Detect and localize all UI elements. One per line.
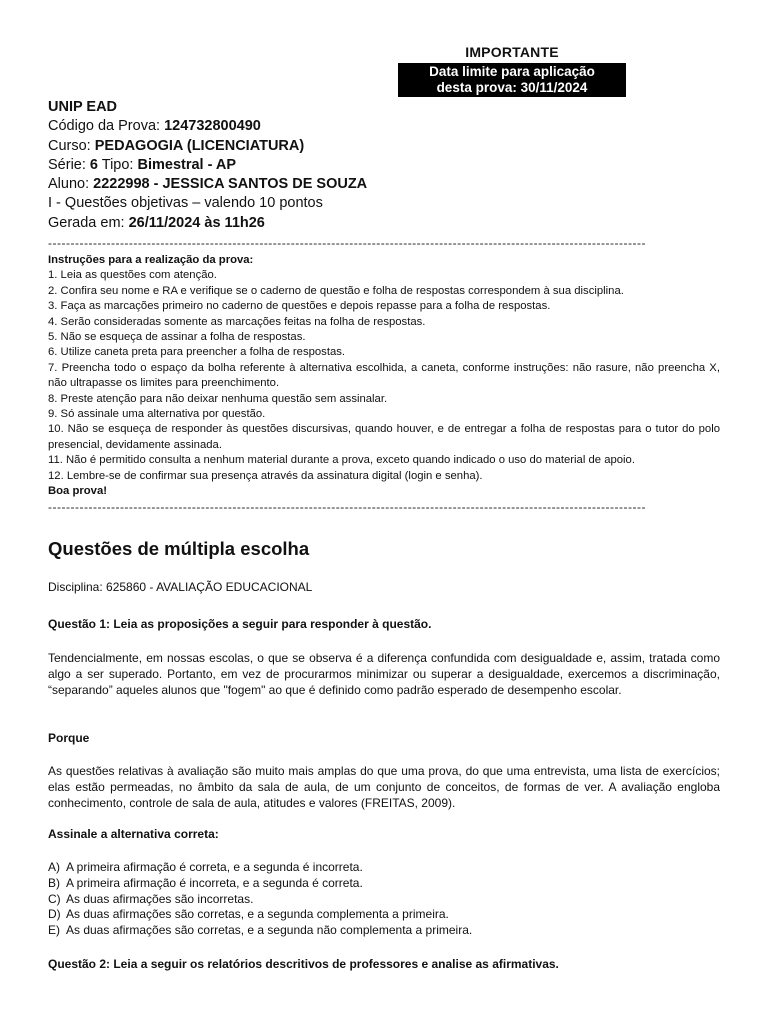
student-line (48, 175, 720, 194)
instruction-item: 6. Utilize caneta preta para preencher a folha de respostas. (48, 346, 346, 359)
instruction-item: 2. Confira seu nome e RA e verifique se o caderno de questão e folha de respostas correspondem à sua disciplina. (48, 284, 624, 297)
exam-code-value: 124732800490 (164, 118, 261, 135)
discipline-line: Disciplina: 625860 - AVALIAÇÃO EDUCACIONAL (48, 580, 313, 594)
generated-value: 26/11/2024 às 11h26 (128, 214, 265, 231)
alternative-letter: A) (48, 860, 60, 874)
question-2-title: Questão 2: Leia a seguir os relatórios descritivos de professores e analise as afirmativas. (48, 957, 559, 971)
series-type-line (48, 156, 720, 175)
alternative-letter: E) (48, 923, 60, 938)
instruction-item: 7. Preencha todo o espaço da bolha referente à alternativa escolhida, a caneta, conforme instruções: não rasure, não preencha X, não ultrapasse os limites para preenchimento. (48, 361, 720, 390)
alternative-text: As duas afirmações são corretas, e a segunda complementa a primeira. (66, 907, 449, 922)
series-value: 6 (89, 156, 98, 173)
exam-code-line (48, 117, 720, 136)
instructions-title: Instruções para a realização da prova: (48, 254, 254, 266)
instruction-item: 1. Leia as questões com atenção. (48, 269, 217, 282)
alternative-b[interactable] (48, 876, 720, 892)
section-title: Questões de múltipla escolha (48, 538, 310, 559)
student-value: 2222998 - JESSICA SANTOS DE SOUZA (93, 176, 368, 193)
porque-label: Porque (48, 731, 90, 745)
deadline-notice (398, 63, 626, 97)
question-1-statement-1: Tendencialmente, em nossas escolas, o que se observa é a diferença confundida com desigualdade e, assim, tratada como algo a ser superado. Portanto, em vez de procurarmos minimizar ou superar a desigualdade, exercemos a discriminação, “separando” aqueles alunos que "fogem" ao que é definido como padrão esperado de desempenho escolar. (48, 651, 720, 698)
question-1-statement-2: As questões relativas à avaliação são muito mais amplas do que uma prova, do que uma entrevista, uma lista de exercícios; elas estão permeadas, no âmbito da sala de aula, de um conjunto de conceitos, de formas de ver. A avaliação engloba conhecimento, controle de sala de aula, atitudes e valores (FREITAS, 2009). (48, 764, 720, 811)
alternative-d[interactable] (48, 907, 720, 923)
instruction-item: 3. Faça as marcações primeiro no caderno de questões e depois repasse para a folha de respostas. (48, 300, 551, 313)
alternative-text: As duas afirmações são corretas, e a segunda não complementa a primeira. (66, 923, 473, 938)
alternative-letter: D) (48, 907, 61, 922)
deadline-line-2: desta prova: 30/11/2024 (436, 80, 588, 95)
generated-line (48, 214, 720, 233)
instruction-item: 10. Não se esqueça de responder às questões discursivas, quando houver, e de entregar a folha de respostas para o tutor do polo presencial, devidamente assinada. (48, 423, 720, 451)
alternative-text: As duas afirmações são incorretas. (66, 891, 254, 906)
alternative-letter: B) (48, 875, 60, 890)
instruction-item: 8. Preste atenção para não deixar nenhuma questão sem assinalar. (48, 392, 388, 405)
generated-label: Gerada em: (48, 214, 129, 231)
course-label: Curso: (48, 137, 95, 154)
exam-code-label: Código da Prova: (48, 118, 165, 135)
instruction-item: 11. Não é permitido consulta a nenhum material durante a prova, exceto quando indicado o uso do material de apoio. (48, 454, 635, 467)
separator-bottom: ------------------------------------------------------------------------------------------------------------------------------------- (48, 500, 646, 514)
alternative-letter: C) (48, 891, 61, 906)
instructions-closing: Boa prova! (48, 485, 108, 498)
instruction-item: 9. Só assinale uma alternativa por questão. (48, 408, 266, 421)
alternative-text: A primeira afirmação é incorreta, e a segunda é correta. (66, 875, 363, 890)
deadline-line-1: Data limite para aplicação (429, 64, 595, 79)
course-line (48, 137, 720, 156)
series-label: Série: (48, 156, 90, 173)
question-1-alternatives (48, 860, 720, 939)
alternative-e[interactable] (48, 923, 720, 939)
instruction-item: 5. Não se esqueça de assinar a folha de respostas. (48, 331, 306, 344)
alternative-text: A primeira afirmação é correta, e a segunda é incorreta. (66, 860, 363, 874)
alternative-a[interactable] (48, 860, 720, 876)
type-value: Bimestral - AP (137, 156, 237, 173)
instruction-item: 4. Serão consideradas somente as marcações feitas na folha de respostas. (48, 315, 426, 328)
instruction-select-correct: Assinale a alternativa correta: (48, 827, 219, 841)
course-value: PEDAGOGIA (LICENCIATURA) (94, 137, 305, 154)
alternative-c[interactable] (48, 892, 720, 908)
instruction-item: 12. Lembre-se de confirmar sua presença através da assinatura digital (login e senha). (48, 469, 483, 482)
student-label: Aluno: (48, 176, 94, 193)
separator-top: ------------------------------------------------------------------------------------------------------------------------------------- (48, 236, 646, 250)
notice-title: IMPORTANTE (465, 44, 559, 60)
question-1-title: Questão 1: Leia as proposições a seguir para responder à questão. (48, 617, 432, 631)
instructions-block (48, 253, 720, 500)
question-section-line: I - Questões objetivas – valendo 10 pontos (48, 195, 323, 212)
institution-name: UNIP EAD (48, 99, 118, 115)
type-label: Tipo: (98, 156, 138, 173)
exam-header (48, 98, 720, 233)
